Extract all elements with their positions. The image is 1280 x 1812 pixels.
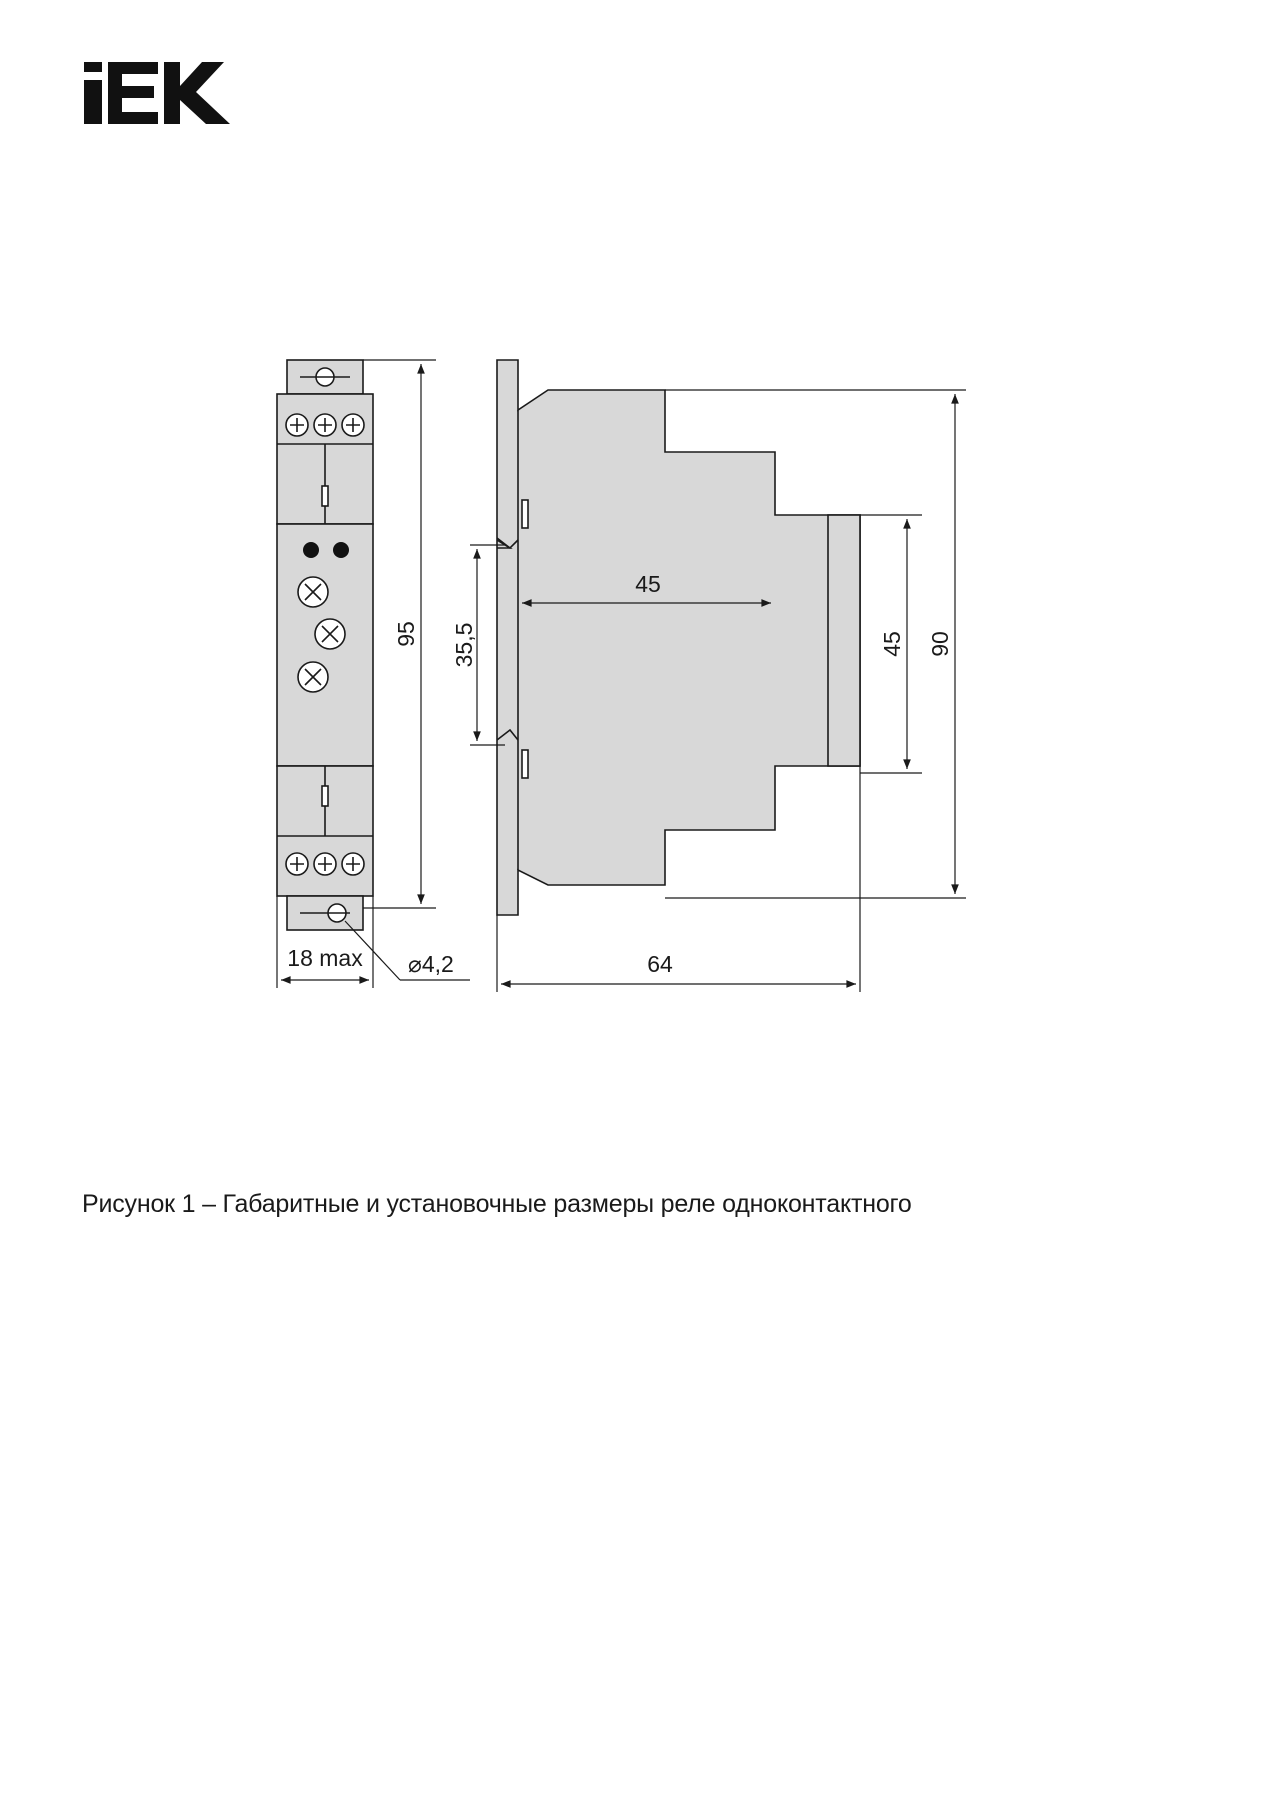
- relay-dimension-drawing: [0, 340, 1280, 1020]
- front-view: [277, 360, 373, 930]
- rail-width-dimension: 35,5: [451, 622, 477, 668]
- side-view: [497, 360, 860, 915]
- total-depth-dimension: 64: [647, 951, 673, 977]
- body-height-dimension: 90: [927, 631, 953, 657]
- lower-terminal-screws-icon: [286, 853, 364, 875]
- front-height-dimension: 95: [393, 621, 419, 647]
- front-width-dimension: 18 max: [287, 945, 363, 971]
- front-panel-height-dimension: 45: [879, 631, 905, 657]
- figure-caption: Рисунок 1 – Габаритные и установочные размеры реле одноконтактного: [82, 1190, 912, 1218]
- hole-diameter-dimension: ⌀4,2: [408, 951, 454, 977]
- brand-logo: [84, 62, 234, 124]
- upper-terminal-screws-icon: [286, 414, 364, 436]
- depth-to-step-dimension: 45: [635, 571, 661, 597]
